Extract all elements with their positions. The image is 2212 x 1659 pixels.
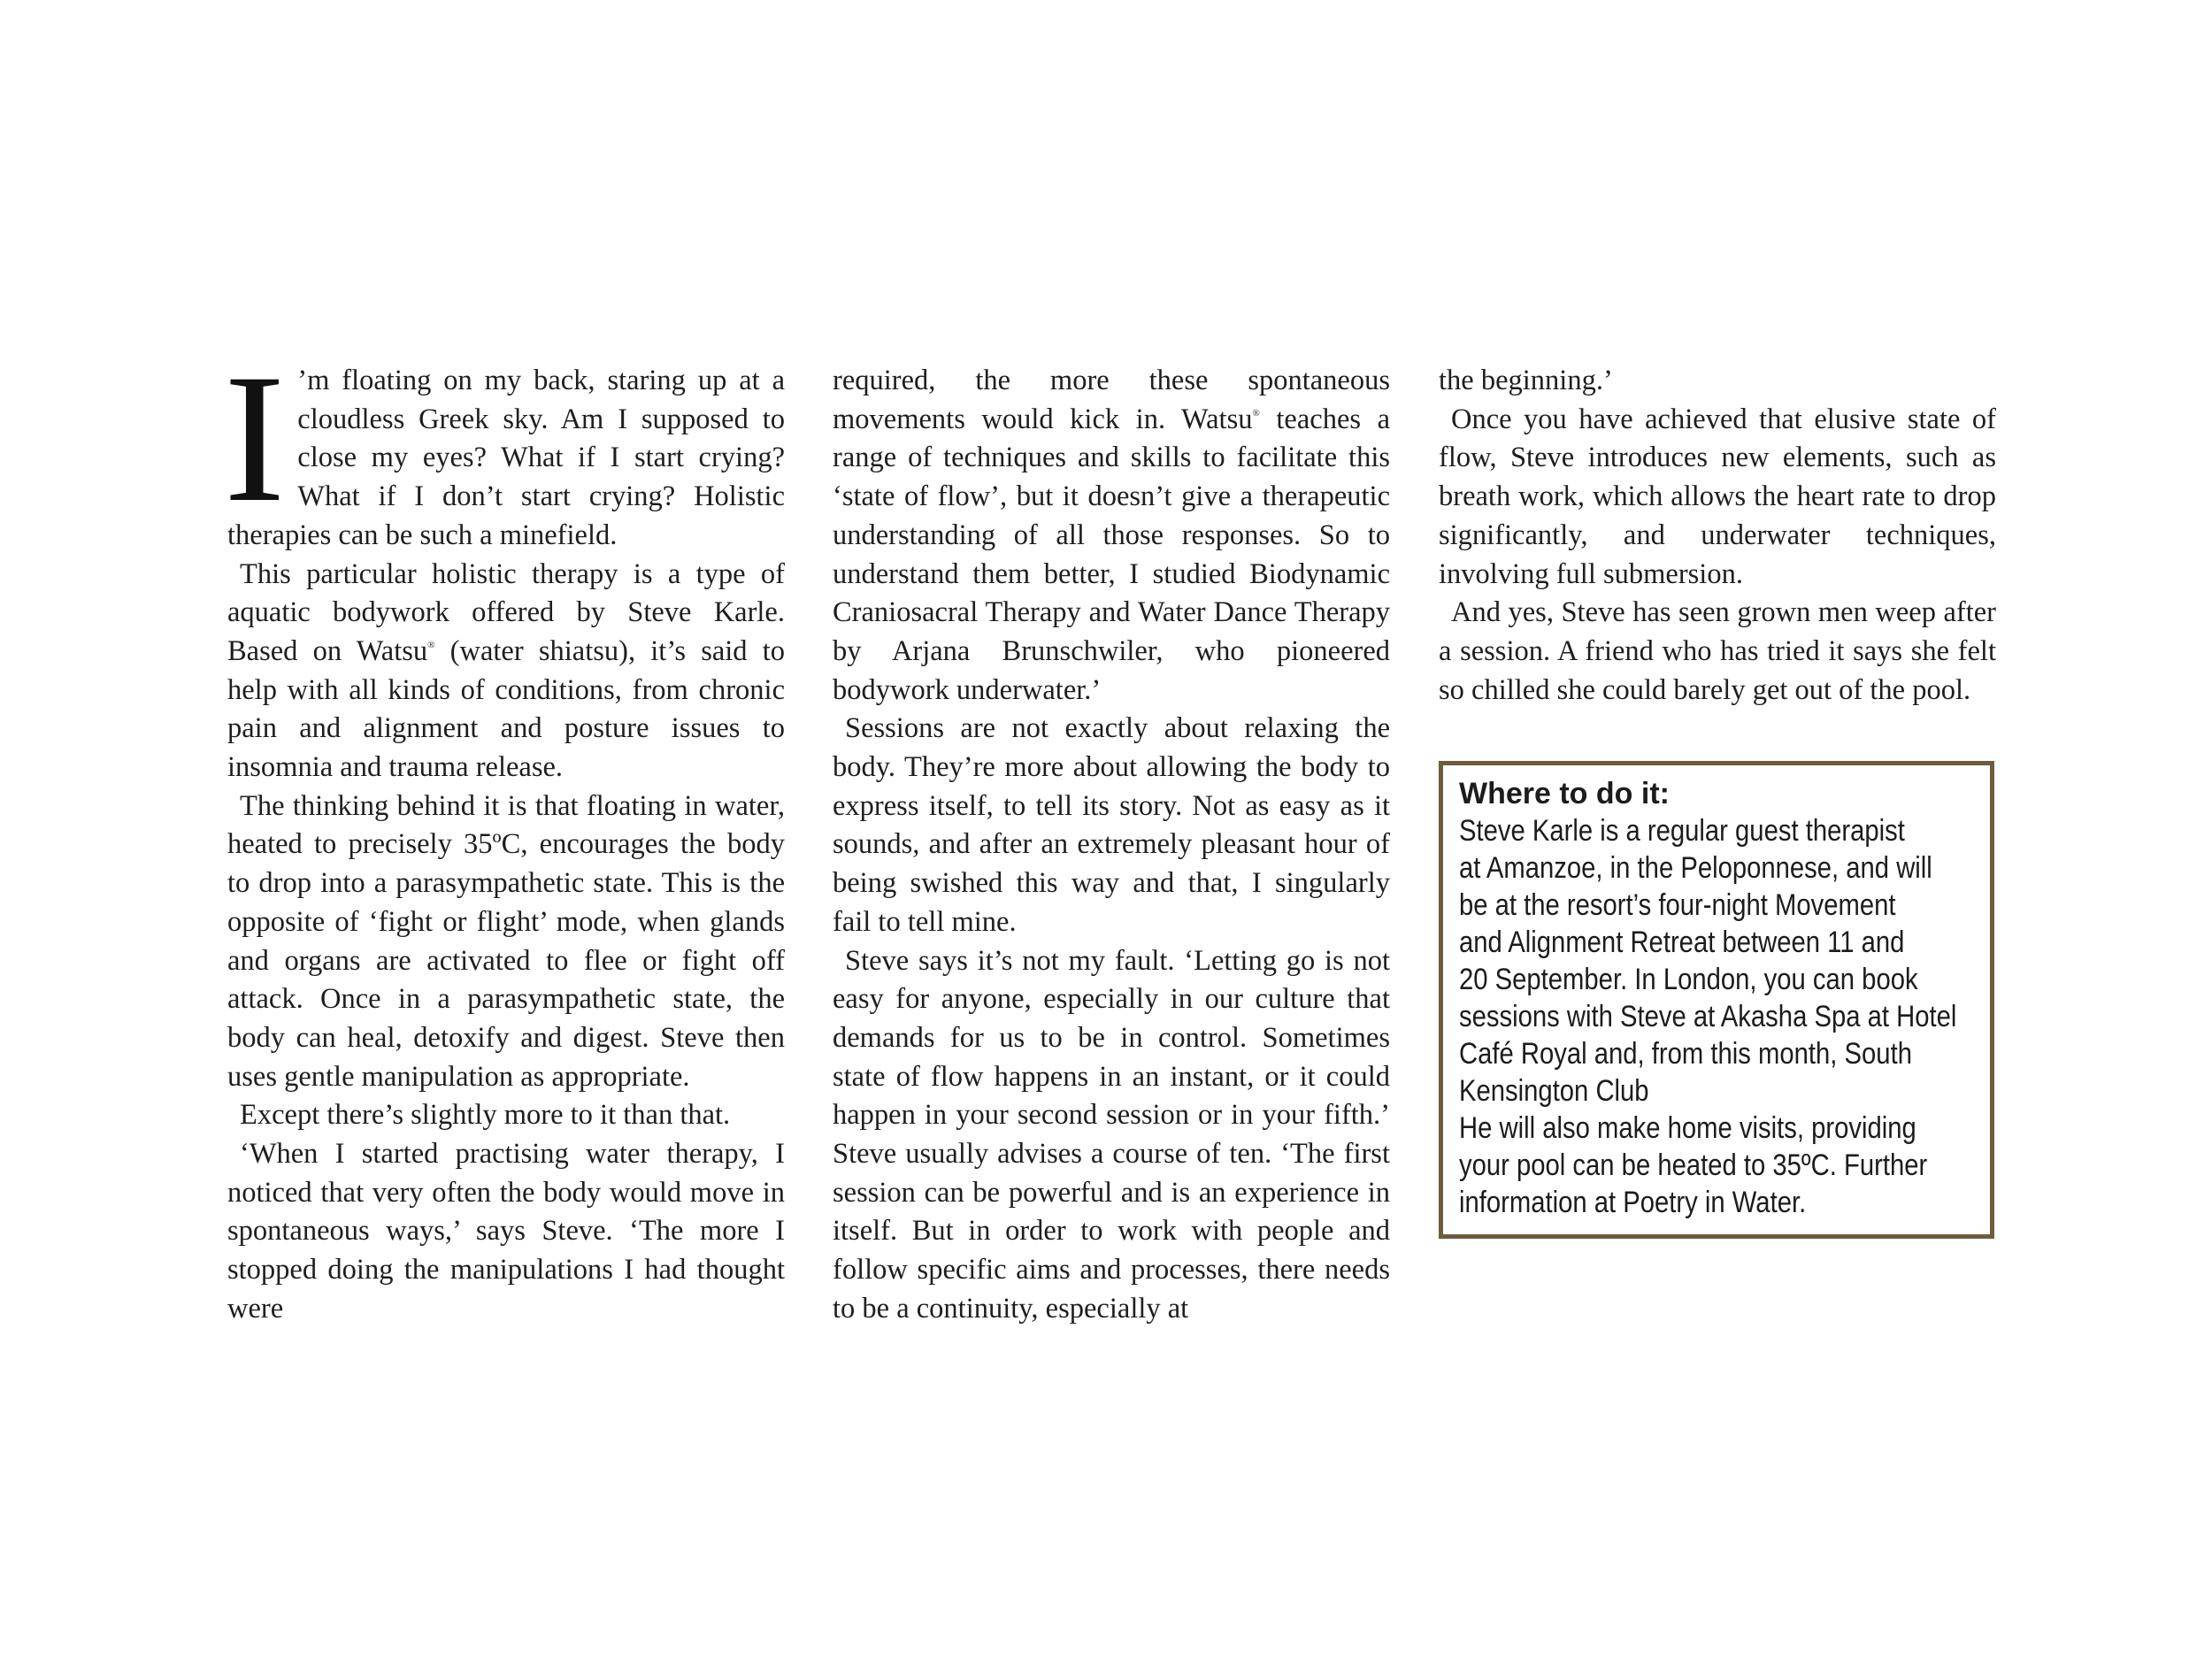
- paragraph-opening: [224, 336, 785, 556]
- opening-text: ’m floating on my back, staring up at a cloudless Greek sky. Am I supposed to close my eyes? What if I start crying? What if I don’t start crying? Holistic therapies can be such a minefield.: [227, 365, 785, 551]
- info-box-line: Steve Karle is a regular guest therapist: [1459, 814, 1905, 848]
- paragraph-continued: [833, 362, 1390, 710]
- info-box-line: Kensington Club: [1459, 1074, 1649, 1108]
- info-box-line: your pool can be heated to 35ºC. Further: [1459, 1148, 1928, 1182]
- paragraph: Sessions are not exactly about relaxing the body. They’re more about allowing the body to express itself, to tell its story. Not as easy as it sounds, and after an extremely pleasant hour of being swished this way and that, I singularly fail to tell mine.: [833, 712, 1390, 938]
- paragraph: And yes, Steve has seen grown men weep after a session. A friend who has tried it says she felt so chilled she could barely get out of the pool.: [1439, 596, 1996, 706]
- registered-mark: ®: [427, 639, 435, 650]
- info-box-title: Where to do it:: [1459, 777, 1670, 810]
- info-box-line: at Amanzoe, in the Peloponnese, and will: [1459, 851, 1932, 885]
- info-box-line: information at Poetry in Water.: [1459, 1186, 1807, 1219]
- registered-mark: ®: [1252, 407, 1260, 419]
- info-box-line: Café Royal and, from this month, South: [1459, 1037, 1912, 1071]
- article-column-3: [1439, 362, 1996, 710]
- info-box-line: and Alignment Retreat between 11 and: [1459, 926, 1905, 959]
- info-box-line: sessions with Steve at Akasha Spa at Hotel: [1459, 1000, 1957, 1033]
- paragraph-text: required, the more these spontaneous movements would kick in. Watsu: [833, 365, 1390, 435]
- drop-cap: I: [224, 336, 286, 540]
- where-to-do-it-box: [1439, 761, 1994, 1239]
- paragraph: Except there’s slightly more to it than that.: [240, 1099, 731, 1132]
- paragraph: Once you have achieved that elusive state of flow, Steve introduces new elements, such as breath work, which allows the heart rate to drop significantly, and underwater techniques, involving full submersion.: [1439, 403, 1996, 590]
- paragraph: [227, 556, 785, 787]
- article-column-1: [224, 336, 786, 1329]
- info-box-line: He will also make home visits, providing: [1459, 1111, 1916, 1145]
- paragraph: The thinking behind it is that floating in water, heated to precisely 35ºC, encourages the body to drop into a parasympathetic state. This is the opposite of ‘fight or flight’ mode, when glands and organs are activated to flee or fight off attack. Once in a parasympathetic state, the body can heal, detoxify and digest. Steve then uses gentle manipulation as appropriate.: [227, 789, 785, 1093]
- paragraph-text: teaches a range of techniques and skills to facilitate this ‘state of flow’, but it doesn’t give a therapeutic understanding of all those responses. So to understand them better, I studied Biodynamic Craniosacral Therapy and Water Dance Therapy by Arjana Brunschwiler, who pioneered bodywork underwater.’: [833, 403, 1390, 706]
- info-box-line: be at the resort’s four-night Movement: [1459, 888, 1896, 922]
- paragraph-text: (water shiatsu), it’s said to help with all kinds of conditions, from chronic pain and alignment and posture issues to insomnia and trauma release.: [227, 634, 786, 784]
- paragraph: ‘When I started practising water therapy, I noticed that very often the body would move in spontaneous ways,’ says Steve. ‘The more I stopped doing the manipulations I had thought were: [227, 1138, 785, 1325]
- info-box-line: 20 September. In London, you can book: [1459, 963, 1918, 996]
- paragraph-text: This particular holistic therapy is a type of aquatic bodywork offered by Steve Karle. Based on Watsu: [227, 557, 785, 667]
- paragraph: Steve says it’s not my fault. ‘Letting go is not easy for anyone, especially in our culture that demands for us to be in control. Sometimes state of flow happens in an instant, or it could happen in your second session or in your fifth.’ Steve usually advises a course of ten. ‘The first session can be powerful and is an experience in itself. But in order to work with people and follow specific aims and processes, there needs to be a continuity, especially at: [833, 944, 1390, 1325]
- paragraph-continued: the beginning.’: [1439, 365, 1613, 396]
- article-column-2: [833, 362, 1390, 1329]
